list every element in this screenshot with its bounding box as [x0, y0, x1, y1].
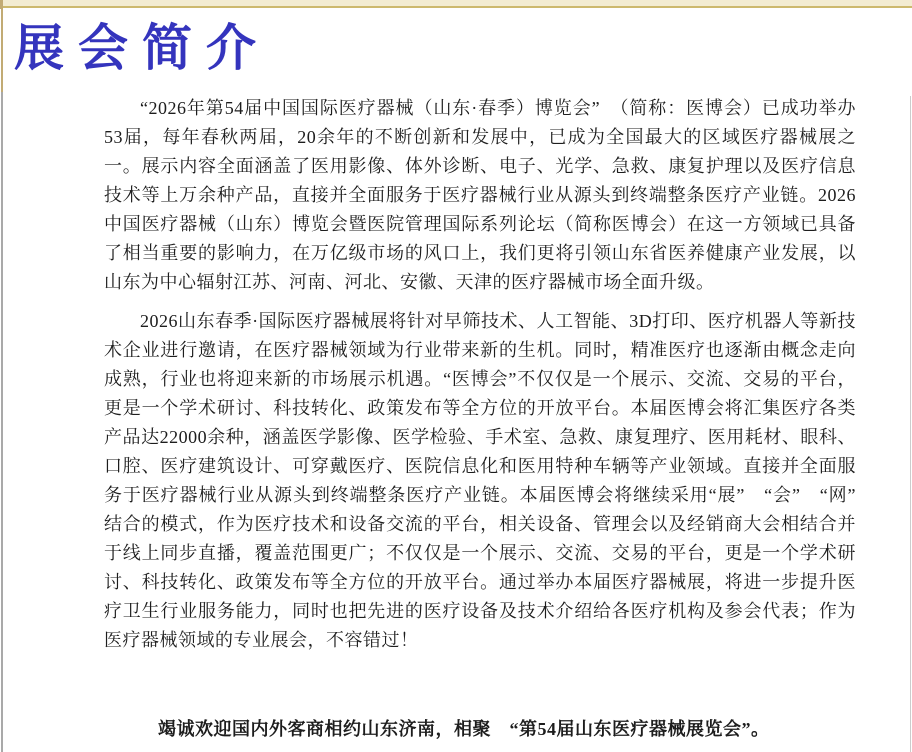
- intro-text-block: [104, 94, 856, 744]
- intro-paragraph-1: “2026年第54届中国国际医疗器械（山东·春季）博览会” （简称：医博会）已成功举办53届，每年春秋两届，20余年的不断创新和发展中，已成为全国最大的区域医疗器械展之一。展示内容全面涵盖了医用影像、体外诊断、电子、光学、急救、康复护理以及医疗信息技术等上万余种产品，直接并全面服务于医疗器械行业从源头到终端整条医疗产业链。2026中国医疗器械（山东）博览会暨医院管理国际系列论坛（简称医博会）在这一方领域已具备了相当重要的影响力，在万亿级市场的风口上，我们更将引领山东省医养健康产业发展，以山东为中心辐射江苏、河南、河北、安徽、天津的医疗器械市场全面升级。: [104, 98, 856, 292]
- closing-invitation-line: 竭诚欢迎国内外客商相约山东济南，相聚 “第54届山东医疗器械展览会”。: [158, 719, 770, 739]
- right-border: [910, 96, 911, 752]
- left-border-tan: [1, 0, 3, 92]
- top-gold-border: [0, 0, 912, 8]
- intro-paragraph-2: 2026山东春季·国际医疗器械展将针对早筛技术、人工智能、3D打印、医疗机器人等新技术企业进行邀请，在医疗器械领域为行业带来新的生机。同时，精准医疗也逐渐由概念走向成熟，行业也将迎来新的市场展示机遇。“医博会”不仅仅是一个展示、交流、交易的平台，更是一个学术研讨、科技转化、政策发布等全方位的开放平台。本届医博会将汇集医疗各类产品达22000余种，涵盖医学影像、医学检验、手术室、急救、康复理疗、医用耗材、眼科、口腔、医疗建筑设计、可穿戴医疗、医院信息化和医用特种车辆等产业领域。直接并全面服务于医疗器械行业从源头到终端整条医疗产业链。本届医博会将继续采用“展” “会” “网”结合的模式，作为医疗技术和设备交流的平台，相关设备、管理会以及经销商大会相结合并于线上同步直播，覆盖范围更广；不仅仅是一个展示、交流、交易的平台，更是一个学术研讨、科技转化、政策发布等全方位的开放平台。通过举办本届医疗器械展，将进一步提升医疗卫生行业服务能力，同时也把先进的医疗设备及技术介绍给各医疗机构及参会代表；作为医疗器械领域的专业展会，不容错过！: [104, 311, 856, 650]
- left-border-gray: [1, 92, 3, 752]
- page-title: 展会简介: [14, 18, 270, 77]
